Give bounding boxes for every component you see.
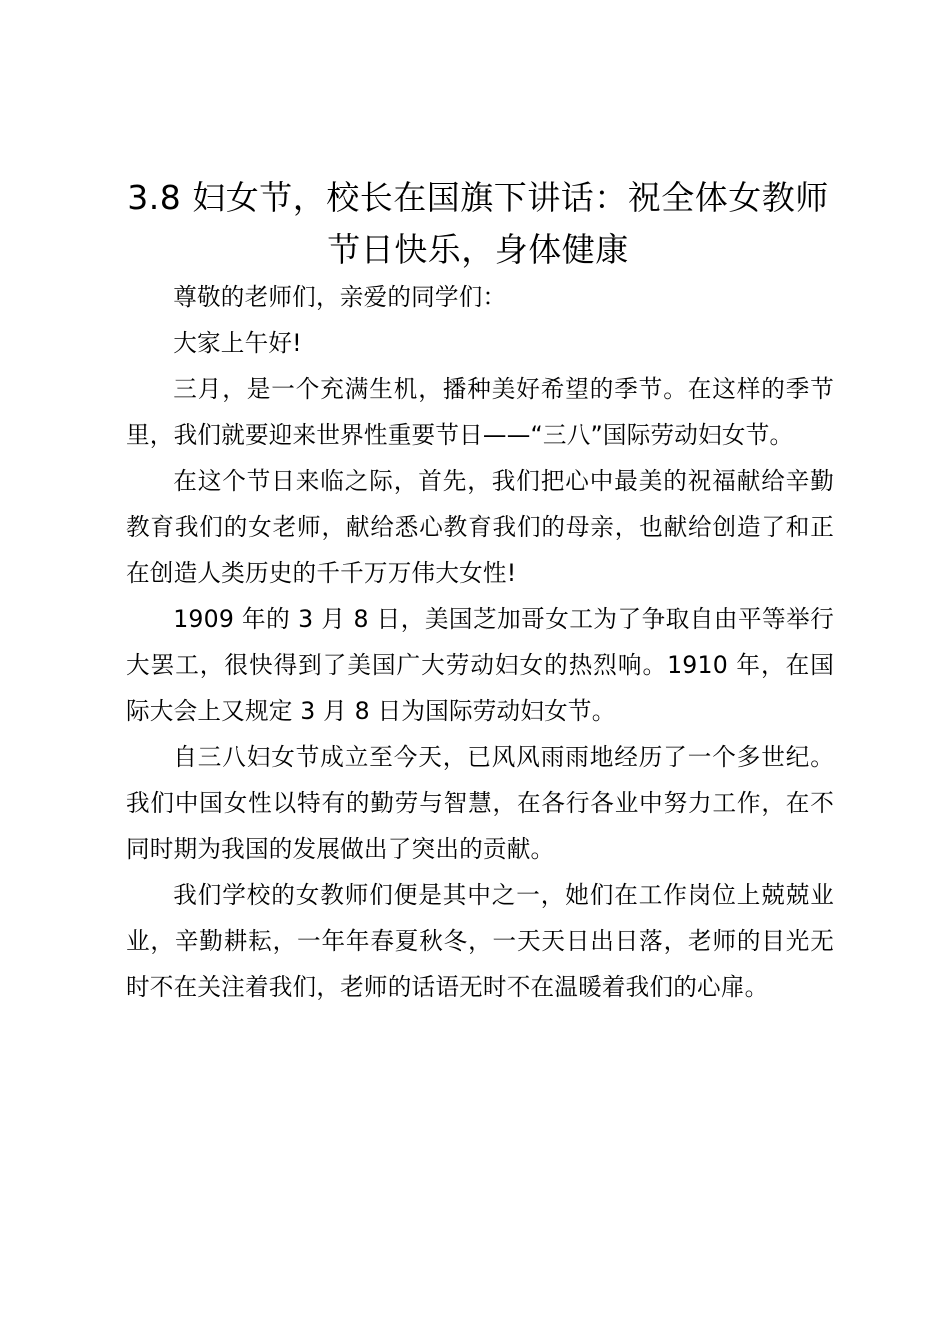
paragraph-teachers: 我们学校的女教师们便是其中之一，她们在工作岗位上兢兢业业，辛勤耕耘，一年年春夏秋冬，一天天日出日落，老师的目光无时不在关注着我们，老师的话语无时不在温暖着我们的心扉。	[126, 881, 834, 1001]
paragraph-history: 1909 年的 3 月 8 日，美国芝加哥女工为了争取自由平等举行大罢工，很快得到了美国广大劳动妇女的热烈响。1910 年，在国际大会上又规定 3 月 8 日为国际劳动妇女节。	[126, 605, 834, 725]
document-body	[126, 274, 834, 1010]
paragraph-greeting: 尊敬的老师们，亲爱的同学们：	[173, 283, 507, 311]
document-title: 3.8 妇女节，校长在国旗下讲话：祝全体女教师节日快乐，身体健康	[127, 178, 829, 269]
paragraph-century: 自三八妇女节成立至今天，已风风雨雨地经历了一个多世纪。我们中国女性以特有的勤劳与智慧，在各行各业中努力工作，在不同时期为我国的发展做出了突出的贡献。	[126, 743, 834, 863]
paragraph-blessing: 在这个节日来临之际，首先，我们把心中最美的祝福献给辛勤教育我们的女老师，献给悉心教育我们的母亲，也献给创造了和正在创造人类历史的千千万万伟大女性!	[126, 467, 834, 587]
paragraph-salutation: 大家上午好!	[173, 329, 302, 357]
paragraph-march: 三月，是一个充满生机，播种美好希望的季节。在这样的季节里，我们就要迎来世界性重要节日——“三八”国际劳动妇女节。	[126, 375, 834, 449]
